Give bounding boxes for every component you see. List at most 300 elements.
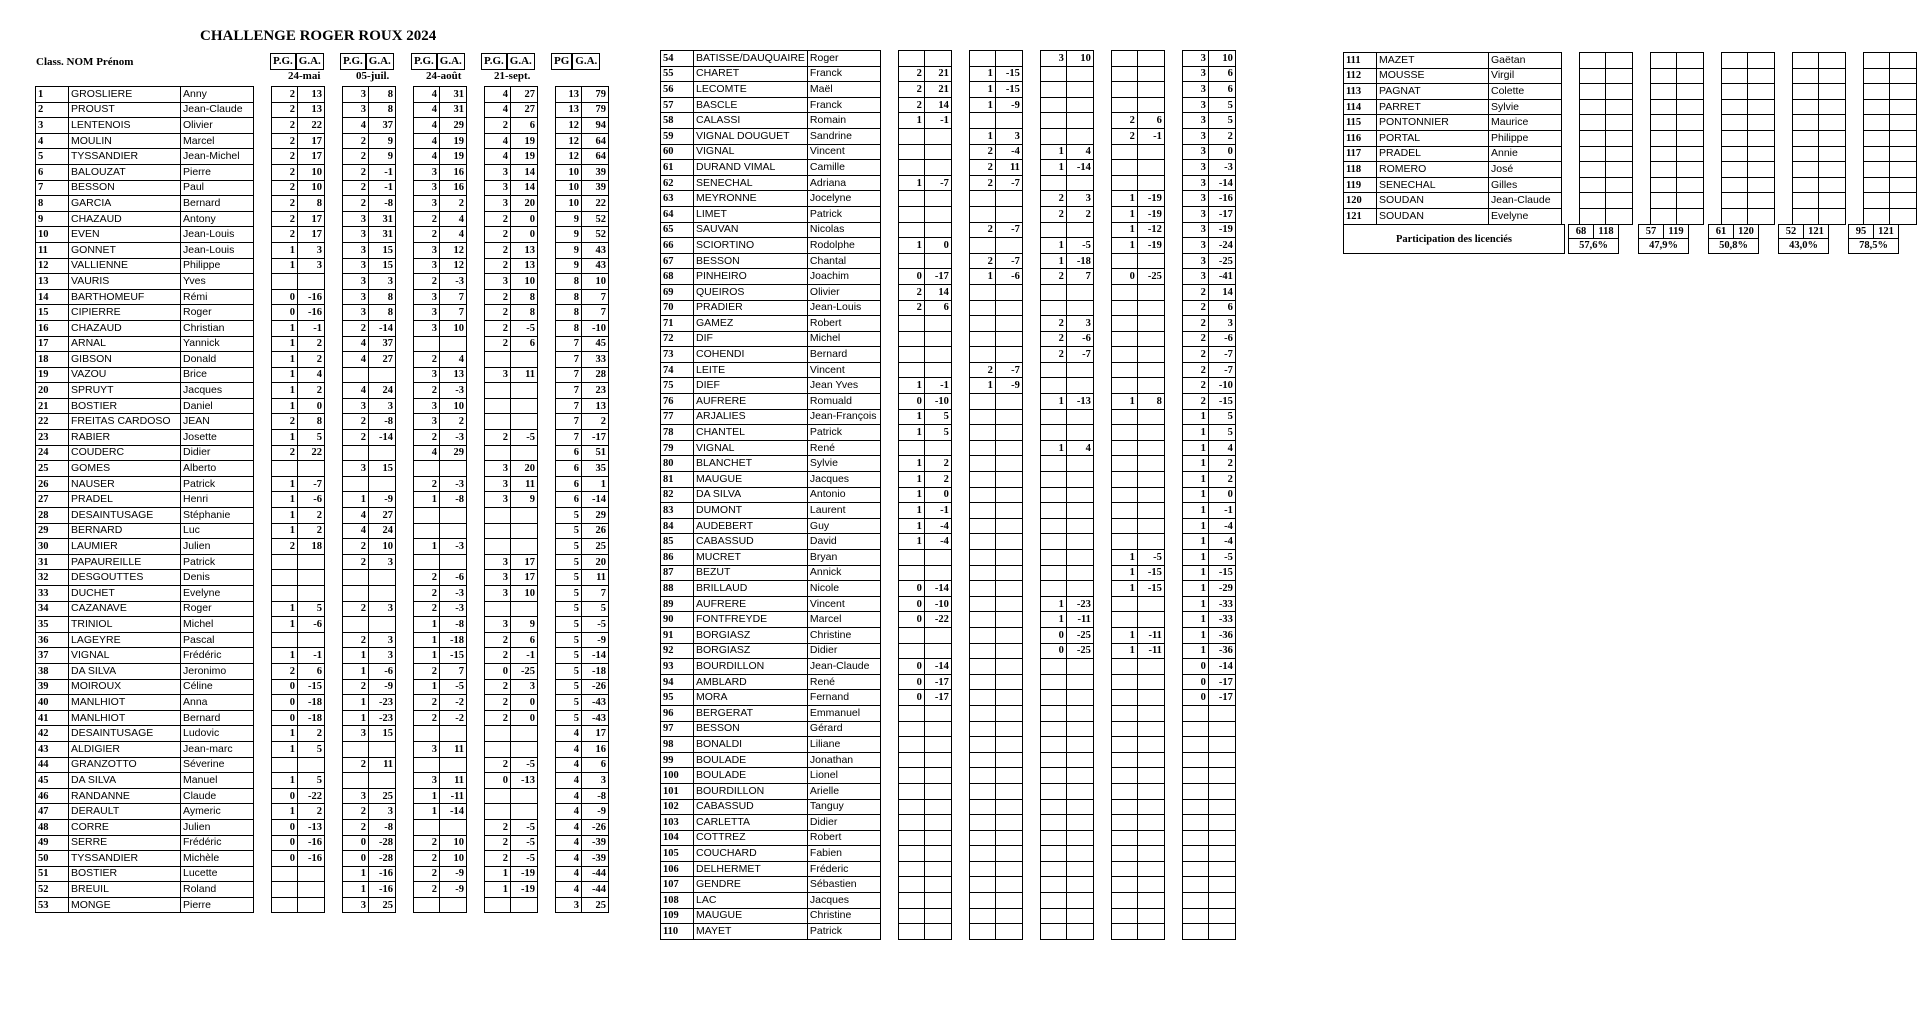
column-gap — [880, 893, 898, 909]
column-gap — [467, 227, 485, 243]
column-gap — [1704, 84, 1722, 100]
column-gap — [254, 617, 272, 633]
round-date: 05-juil. — [356, 70, 390, 82]
round-pg-cell — [898, 815, 924, 831]
round-pg-cell: 1 — [272, 476, 298, 492]
round-ga-cell — [995, 487, 1022, 503]
column-gap — [1704, 68, 1722, 84]
round-pg-cell: 1 — [1111, 238, 1137, 254]
column-gap — [538, 586, 556, 602]
column-gap — [1022, 206, 1040, 222]
last-name-cell: LAGEYRE — [69, 632, 181, 648]
total-pg-cell: 8 — [556, 274, 582, 290]
column-gap — [1775, 115, 1793, 131]
column-gap — [1093, 815, 1111, 831]
table-row — [36, 118, 609, 134]
last-name-cell: BORGIASZ — [694, 627, 808, 643]
rank-cell: 85 — [661, 534, 694, 550]
column-gap — [467, 320, 485, 336]
column-gap — [254, 897, 272, 913]
round-ga-cell — [1819, 84, 1846, 100]
column-gap — [1164, 378, 1182, 394]
round-pg-cell: 2 — [485, 632, 511, 648]
column-gap — [1022, 924, 1040, 940]
last-name-cell: AUDEBERT — [694, 518, 808, 534]
total-ga-cell: -16 — [1208, 191, 1235, 207]
round-pg-cell — [1111, 503, 1137, 519]
round-ga-cell: 4 — [440, 227, 467, 243]
column-header-ga: G.A. — [366, 53, 394, 70]
first-name-cell: Jeronimo — [181, 663, 254, 679]
round-pg-cell: 2 — [414, 383, 440, 399]
column-gap — [538, 741, 556, 757]
first-name-cell: Annick — [807, 565, 880, 581]
round-pg-cell: 1 — [1040, 596, 1066, 612]
round-pg-cell: 2 — [343, 679, 369, 695]
table-row — [661, 238, 1236, 254]
column-gap — [467, 352, 485, 368]
table-row — [36, 586, 609, 602]
round-pg-cell — [1111, 284, 1137, 300]
round-pg-cell — [1111, 815, 1137, 831]
round-ga-cell — [1137, 175, 1164, 191]
column-gap — [951, 612, 969, 628]
total-pg-cell: 4 — [556, 835, 582, 851]
column-gap — [467, 695, 485, 711]
column-gap — [1022, 66, 1040, 82]
last-name-cell: PARRET — [1377, 99, 1489, 115]
rank-cell: 97 — [661, 721, 694, 737]
column-gap — [396, 773, 414, 789]
column-gap — [538, 430, 556, 446]
column-gap — [538, 617, 556, 633]
last-name-cell: BARTHOMEUF — [69, 289, 181, 305]
round-ga-cell: -5 — [511, 851, 538, 867]
table-row — [661, 534, 1236, 550]
round-pg-cell: 2 — [969, 253, 995, 269]
column-gap — [467, 211, 485, 227]
last-name-cell: PAGNAT — [1377, 84, 1489, 100]
round-ga-cell: 0 — [511, 710, 538, 726]
total-ga-cell: -44 — [582, 882, 609, 898]
round-ga-cell — [924, 861, 951, 877]
first-name-cell: Jean-Claude — [807, 659, 880, 675]
rank-cell: 15 — [36, 305, 69, 321]
column-gap — [1562, 193, 1580, 209]
round-ga-cell: -25 — [1066, 627, 1093, 643]
round-ga-cell: 14 — [511, 180, 538, 196]
first-name-cell: José — [1489, 162, 1562, 178]
total-ga-cell — [1208, 721, 1235, 737]
round-pg-cell: 1 — [1111, 565, 1137, 581]
column-gap — [538, 554, 556, 570]
first-name-cell: Sylvie — [807, 456, 880, 472]
round-ga-cell: -5 — [511, 819, 538, 835]
total-pg-cell — [1182, 830, 1208, 846]
round-pg-cell — [969, 783, 995, 799]
column-gap — [951, 160, 969, 176]
last-name-cell: PRADEL — [69, 492, 181, 508]
round-ga-cell: 7 — [440, 663, 467, 679]
round-pg-cell — [1040, 175, 1066, 191]
column-gap — [1704, 146, 1722, 162]
round-ga-cell — [924, 550, 951, 566]
round-ga-cell: 2 — [298, 523, 325, 539]
round-pg-cell — [485, 352, 511, 368]
rank-cell: 10 — [36, 227, 69, 243]
page-title: CHALLENGE ROGER ROUX 2024 — [200, 28, 437, 44]
round-pg-cell: 2 — [343, 539, 369, 555]
column-gap — [467, 445, 485, 461]
table-row — [661, 175, 1236, 191]
round-pg-cell: 2 — [969, 175, 995, 191]
round-ga-cell: -18 — [1066, 253, 1093, 269]
round-pg-cell: 0 — [272, 305, 298, 321]
total-pg-cell: 3 — [1182, 160, 1208, 176]
round-ga-cell: 3 — [369, 554, 396, 570]
round-pg-cell — [898, 752, 924, 768]
round-pg-cell: 3 — [414, 773, 440, 789]
total-pg-cell: 5 — [556, 523, 582, 539]
total-pg-cell: 3 — [1182, 66, 1208, 82]
round-ga-cell: 10 — [440, 320, 467, 336]
round-ga-cell — [1137, 487, 1164, 503]
column-gap — [951, 97, 969, 113]
total-pg-cell — [1864, 130, 1890, 146]
round-pg-cell: 0 — [343, 851, 369, 867]
column-gap — [1164, 160, 1182, 176]
column-gap — [467, 258, 485, 274]
column-gap — [880, 705, 898, 721]
column-gap — [538, 773, 556, 789]
last-name-cell: MOULIN — [69, 133, 181, 149]
round-ga-cell — [924, 721, 951, 737]
round-pg-cell: 1 — [1111, 550, 1137, 566]
round-ga-cell: 14 — [511, 164, 538, 180]
column-gap — [1093, 627, 1111, 643]
first-name-cell: Adriana — [807, 175, 880, 191]
column-gap — [467, 773, 485, 789]
round-pg-cell — [1111, 316, 1137, 332]
round-ga-cell: 17 — [511, 554, 538, 570]
first-name-cell: Nicole — [807, 581, 880, 597]
column-gap — [1022, 440, 1040, 456]
total-ga-cell: -15 — [1208, 565, 1235, 581]
column-gap — [951, 830, 969, 846]
column-gap — [325, 445, 343, 461]
last-name-cell: CARLETTA — [694, 815, 808, 831]
round-ga-cell: -1 — [369, 180, 396, 196]
total-pg-cell: 7 — [556, 367, 582, 383]
column-gap — [1093, 659, 1111, 675]
total-ga-cell: 79 — [582, 87, 609, 103]
column-gap — [538, 757, 556, 773]
round-ga-cell: -6 — [298, 492, 325, 508]
column-gap — [254, 679, 272, 695]
last-name-cell: VALLIENNE — [69, 258, 181, 274]
round-pg-cell: 1 — [272, 601, 298, 617]
rank-cell: 56 — [661, 82, 694, 98]
column-gap — [1093, 253, 1111, 269]
column-gap — [1164, 300, 1182, 316]
table-row — [1344, 208, 1917, 224]
round-ga-cell: 25 — [369, 897, 396, 913]
column-gap — [538, 367, 556, 383]
round-ga-cell — [1137, 659, 1164, 675]
round-ga-cell: -22 — [298, 788, 325, 804]
round-ga-cell: 17 — [298, 133, 325, 149]
total-pg-cell: 8 — [556, 305, 582, 321]
column-gap — [951, 440, 969, 456]
round-pg-cell — [272, 866, 298, 882]
round-ga-cell: 4 — [1066, 440, 1093, 456]
round-ga-cell: -2 — [440, 695, 467, 711]
round-ga-cell: 3 — [298, 258, 325, 274]
table-row — [36, 710, 609, 726]
round-ga-cell: 3 — [369, 648, 396, 664]
first-name-cell: Jean-Michel — [181, 149, 254, 165]
round-ga-cell: -6 — [298, 617, 325, 633]
column-gap — [1093, 362, 1111, 378]
column-gap — [396, 211, 414, 227]
round-ga-cell — [369, 570, 396, 586]
column-gap — [396, 242, 414, 258]
column-gap — [538, 289, 556, 305]
round-ga-cell: 7 — [440, 289, 467, 305]
rank-cell: 68 — [661, 269, 694, 285]
table-row — [661, 643, 1236, 659]
last-name-cell: MANLHIOT — [69, 710, 181, 726]
column-gap — [325, 851, 343, 867]
round-pg-cell: 2 — [485, 227, 511, 243]
round-pg-cell: 0 — [1040, 643, 1066, 659]
column-gap — [880, 128, 898, 144]
last-name-cell: MEYRONNE — [694, 191, 808, 207]
column-gap — [1164, 253, 1182, 269]
table-row — [661, 690, 1236, 706]
round-pg-cell — [898, 316, 924, 332]
round-pg-cell — [1040, 799, 1066, 815]
round-pg-cell: 2 — [272, 196, 298, 212]
column-gap — [880, 674, 898, 690]
round-ga-cell — [1137, 378, 1164, 394]
round-pg-cell — [343, 773, 369, 789]
total-ga-cell — [1890, 208, 1917, 224]
total-pg-cell: 2 — [1182, 347, 1208, 363]
round-ga-cell — [1137, 518, 1164, 534]
total-pg-cell — [1182, 752, 1208, 768]
first-name-cell: Antony — [181, 211, 254, 227]
round-ga-cell — [1066, 783, 1093, 799]
last-name-cell: DELHERMET — [694, 861, 808, 877]
round-pg-cell: 2 — [414, 663, 440, 679]
column-gap — [1775, 162, 1793, 178]
column-gap — [396, 430, 414, 446]
last-name-cell: BOSTIER — [69, 398, 181, 414]
column-gap — [880, 316, 898, 332]
round-pg-cell — [969, 752, 995, 768]
last-name-cell: PINHEIRO — [694, 269, 808, 285]
round-pg-cell: 2 — [1040, 347, 1066, 363]
column-gap — [1022, 705, 1040, 721]
round-pg-cell — [898, 191, 924, 207]
column-gap — [538, 804, 556, 820]
rank-cell: 25 — [36, 461, 69, 477]
column-gap — [1164, 503, 1182, 519]
round-ga-cell: -19 — [1137, 238, 1164, 254]
round-ga-cell — [1137, 612, 1164, 628]
round-pg-cell — [1040, 690, 1066, 706]
round-pg-cell — [1793, 68, 1819, 84]
round-ga-cell — [924, 191, 951, 207]
column-gap — [880, 503, 898, 519]
round-pg-cell — [1040, 659, 1066, 675]
round-ga-cell: 0 — [298, 398, 325, 414]
column-gap — [880, 362, 898, 378]
column-gap — [880, 425, 898, 441]
round-pg-cell: 3 — [343, 242, 369, 258]
round-pg-cell — [1651, 193, 1677, 209]
round-pg-cell: 4 — [343, 508, 369, 524]
column-gap — [1022, 596, 1040, 612]
first-name-cell: Patrick — [181, 476, 254, 492]
rank-cell: 36 — [36, 632, 69, 648]
round-pg-cell: 3 — [343, 305, 369, 321]
round-ga-cell: 10 — [1066, 51, 1093, 67]
round-ga-cell — [995, 316, 1022, 332]
column-gap — [1022, 861, 1040, 877]
round-pg-cell — [1040, 128, 1066, 144]
last-name-cell: DA SILVA — [69, 773, 181, 789]
round-ga-cell — [1066, 222, 1093, 238]
total-ga-cell: 1 — [582, 476, 609, 492]
rank-cell: 5 — [36, 149, 69, 165]
round-ga-cell: 2 — [924, 456, 951, 472]
last-name-cell: DUCHET — [69, 586, 181, 602]
column-gap — [880, 51, 898, 67]
round-pg-cell: 2 — [414, 586, 440, 602]
total-ga-cell: 5 — [1208, 409, 1235, 425]
round-pg-cell: 2 — [343, 601, 369, 617]
round-pg-cell — [1040, 924, 1066, 940]
column-gap — [396, 180, 414, 196]
round-pg-cell: 1 — [969, 269, 995, 285]
last-name-cell: MOUSSE — [1377, 68, 1489, 84]
column-gap — [1022, 721, 1040, 737]
column-gap — [1022, 581, 1040, 597]
column-gap — [1022, 752, 1040, 768]
round-pg-cell: 2 — [414, 695, 440, 711]
column-gap — [467, 398, 485, 414]
round-ga-cell — [924, 362, 951, 378]
round-pg-cell: 2 — [485, 851, 511, 867]
total-ga-cell — [1208, 705, 1235, 721]
round-pg-cell: 4 — [414, 149, 440, 165]
round-ga-cell — [995, 705, 1022, 721]
table-row — [1344, 68, 1917, 84]
total-pg-cell: 3 — [1182, 128, 1208, 144]
table-row — [36, 242, 609, 258]
rank-cell: 52 — [36, 882, 69, 898]
last-name-cell: DESAINTUSAGE — [69, 508, 181, 524]
round-pg-cell: 1 — [272, 352, 298, 368]
round-pg-cell: 2 — [485, 695, 511, 711]
column-gap — [254, 211, 272, 227]
table-row — [661, 752, 1236, 768]
last-name-cell: BERGERAT — [694, 705, 808, 721]
column-gap — [1164, 362, 1182, 378]
round-ga-cell — [1137, 82, 1164, 98]
round-ga-cell: 13 — [440, 367, 467, 383]
column-gap — [1022, 674, 1040, 690]
column-gap — [538, 601, 556, 617]
round-ga-cell: -1 — [298, 648, 325, 664]
round-pg-cell — [898, 799, 924, 815]
round-ga-cell: 5 — [924, 425, 951, 441]
round-ga-cell: 2 — [298, 383, 325, 399]
column-gap — [1022, 82, 1040, 98]
total-pg-cell: 2 — [1182, 331, 1208, 347]
column-gap — [1562, 99, 1580, 115]
round-pg-cell: 2 — [343, 320, 369, 336]
round-pg-cell — [969, 861, 995, 877]
column-gap — [951, 487, 969, 503]
table-row — [36, 539, 609, 555]
round-pg-cell: 0 — [898, 269, 924, 285]
total-ga-cell: -36 — [1208, 627, 1235, 643]
round-pg-cell: 3 — [485, 554, 511, 570]
column-gap — [951, 846, 969, 862]
column-gap — [396, 227, 414, 243]
round-ga-cell: 31 — [369, 211, 396, 227]
table-row — [661, 596, 1236, 612]
round-pg-cell: 1 — [343, 695, 369, 711]
round-pg-cell: 3 — [343, 227, 369, 243]
round-pg-cell — [969, 924, 995, 940]
column-gap — [1093, 487, 1111, 503]
rank-cell: 77 — [661, 409, 694, 425]
round-pg-cell: 1 — [898, 425, 924, 441]
column-gap — [467, 897, 485, 913]
round-pg-cell — [485, 414, 511, 430]
rank-cell: 87 — [661, 565, 694, 581]
column-gap — [396, 445, 414, 461]
last-name-cell: DIF — [694, 331, 808, 347]
round-ga-cell: -1 — [298, 320, 325, 336]
last-name-cell: LIMET — [694, 206, 808, 222]
round-pg-cell: 2 — [272, 149, 298, 165]
table-row — [36, 476, 609, 492]
round-pg-cell: 1 — [898, 518, 924, 534]
participants-count: 61 — [1709, 225, 1734, 238]
rank-cell: 82 — [661, 487, 694, 503]
column-gap — [951, 331, 969, 347]
round-ga-cell — [1606, 115, 1633, 131]
column-gap — [467, 632, 485, 648]
column-gap — [1164, 97, 1182, 113]
round-pg-cell — [969, 300, 995, 316]
total-pg-cell: 1 — [1182, 643, 1208, 659]
round-ga-cell: 3 — [1066, 316, 1093, 332]
round-ga-cell: 15 — [369, 242, 396, 258]
column-gap — [538, 258, 556, 274]
column-gap — [1022, 518, 1040, 534]
last-name-cell: CALASSI — [694, 113, 808, 129]
last-name-cell: LAC — [694, 893, 808, 909]
round-pg-cell — [1651, 130, 1677, 146]
round-ga-cell: 20 — [511, 461, 538, 477]
round-pg-cell: 3 — [485, 586, 511, 602]
